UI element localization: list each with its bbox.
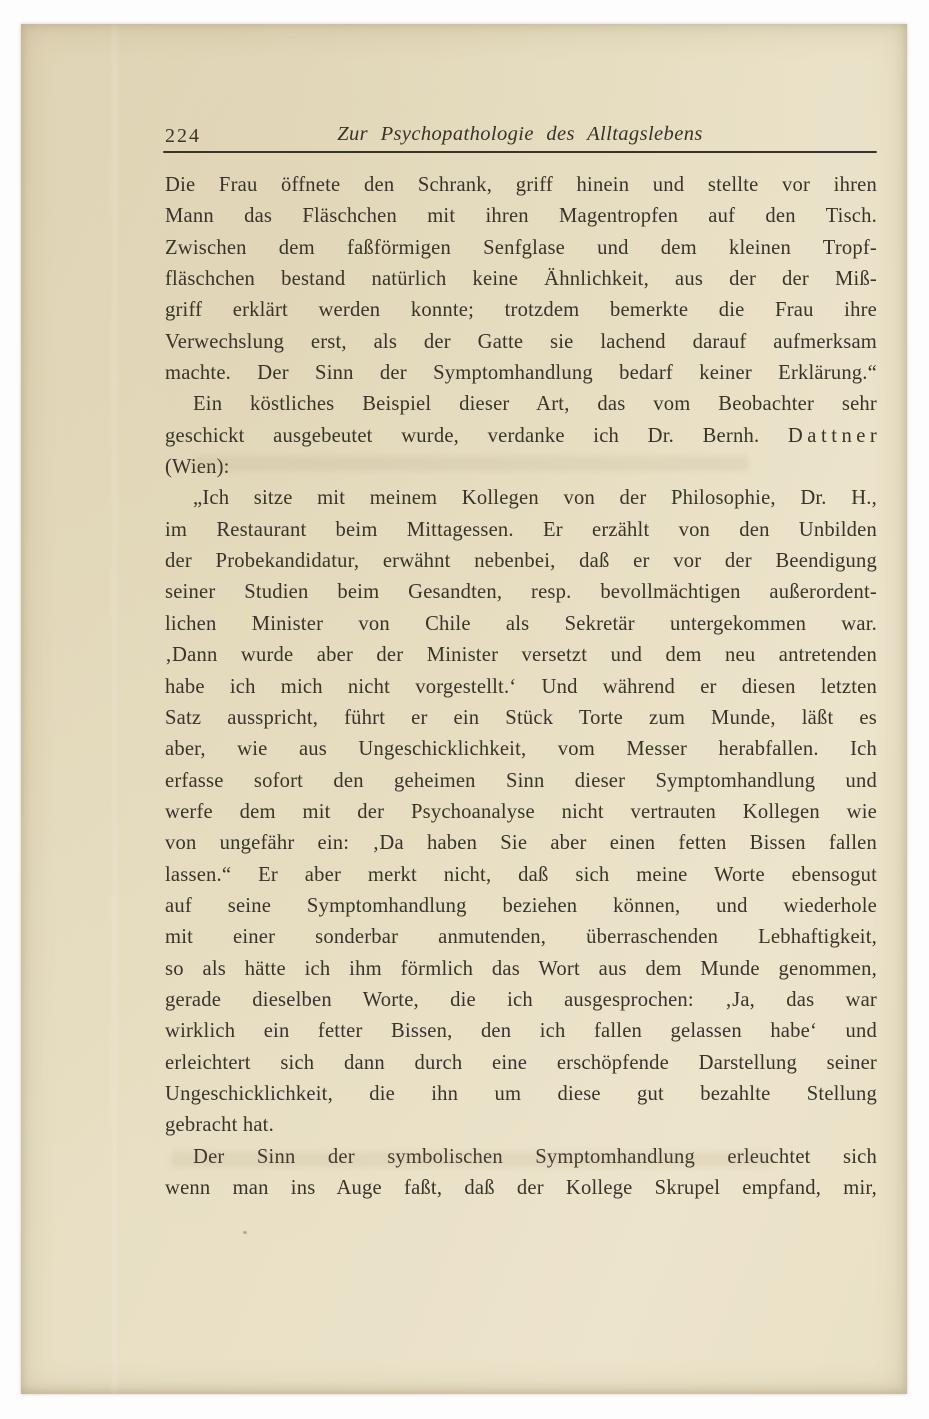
running-header-title: Zur Psychopathologie des Alltagslebens <box>337 123 703 145</box>
text-line: ‚Dann wurde aber der Minister versetzt und dem neu antretenden <box>165 644 877 667</box>
paper-crease <box>113 24 116 1394</box>
text-line: Mann das Fläschchen mit ihren Magentropfen auf den Tisch. <box>165 205 877 228</box>
text-line: (Wien): <box>165 456 230 479</box>
text-line: auf seine Symptomhandlung beziehen können, und wiederhole <box>165 894 877 917</box>
text-line: Die Frau öffnete den Schrank, griff hinein und stellte vor ihren <box>165 174 877 196</box>
ink-showthrough <box>171 1152 771 1167</box>
text-line: fläschchen bestand natürlich keine Ähnlichkeit, aus der der Miß- <box>165 268 877 291</box>
page-header <box>163 121 877 153</box>
text-line: seiner Studien beim Gesandten, resp. bevollmächtigen außerordent- <box>165 581 877 604</box>
text-line: gebracht hat. <box>165 1114 274 1137</box>
ink-showthrough <box>193 456 749 471</box>
text-line: machte. Der Sinn der Symptomhandlung bedarf keiner Erklärung.“ <box>165 362 877 385</box>
text-line: aber, wie aus Ungeschicklichkeit, vom Messer herabfallen. Ich <box>165 738 877 761</box>
text-line: griff erklärt werden konnte; trotzdem bemerkte die Frau ihre <box>165 299 877 322</box>
book-page <box>21 24 907 1394</box>
text-line: wirklich ein fetter Bissen, den ich fallen gelassen habe‘ und <box>165 1020 877 1043</box>
header-rule <box>163 151 877 153</box>
text-line: habe ich mich nicht vorgestellt.‘ Und während er diesen letzten <box>165 675 877 698</box>
text-line: werfe dem mit der Psychoanalyse nicht vertrauten Kollegen wie <box>165 800 877 823</box>
text-line: Der Sinn der symbolischen Symptomhandlung erleuchtet sich <box>193 1145 877 1168</box>
text-line: lassen.“ Er aber merkt nicht, daß sich meine Worte ebensogut <box>165 863 877 886</box>
text-line: Ungeschicklichkeit, die ihn um diese gut bezahlte Stellung <box>165 1082 877 1105</box>
text-line: Zwischen dem faßförmigen Senfglase und dem kleinen Tropf- <box>165 236 877 259</box>
text-line: erfasse sofort den geheimen Sinn dieser Symptomhandlung und <box>165 769 877 792</box>
text-line: der Probekandidatur, erwähnt nebenbei, daß er vor der Beendigung <box>165 550 877 573</box>
text-line: „Ich sitze mit meinem Kollegen von der Philosophie, Dr. H., <box>193 487 877 510</box>
paper-speck <box>243 1231 247 1234</box>
text-line: mit einer sonderbar anmutenden, überraschenden Lebhaftigkeit, <box>165 926 877 949</box>
text-line: so als hätte ich ihm förmlich das Wort aus dem Munde genommen, <box>165 957 877 980</box>
text-line: erleichtert sich dann durch eine erschöpfende Darstellung seiner <box>165 1051 877 1074</box>
text-line: wenn man ins Auge faßt, daß der Kollege Skrupel empfand, mir, <box>165 1177 877 1199</box>
page-number: 224 <box>165 125 201 147</box>
text-line: Ein köstliches Beispiel dieser Art, das vom Beobachter sehr <box>193 393 877 416</box>
text-line: im Restaurant beim Mittagessen. Er erzählt von den Unbilden <box>165 518 877 541</box>
text-line: Verwechslung erst, als der Gatte sie lachend darauf aufmerksam <box>165 330 877 353</box>
body-text <box>165 170 877 1204</box>
text-line: gerade dieselben Worte, die ich ausgesprochen: ‚Ja, das war <box>165 988 877 1011</box>
text-line: Satz ausspricht, führt er ein Stück Torte zum Munde, läßt es <box>165 706 877 729</box>
text-line: lichen Minister von Chile als Sekretär untergekommen war. <box>165 612 877 635</box>
text-line: von ungefähr ein: ‚Da haben Sie aber einen fetten Bissen fallen <box>165 832 877 855</box>
text-line: geschickt ausgebeutet wurde, verdanke ich Dr. Bernh. D a t t n e r <box>165 424 877 447</box>
